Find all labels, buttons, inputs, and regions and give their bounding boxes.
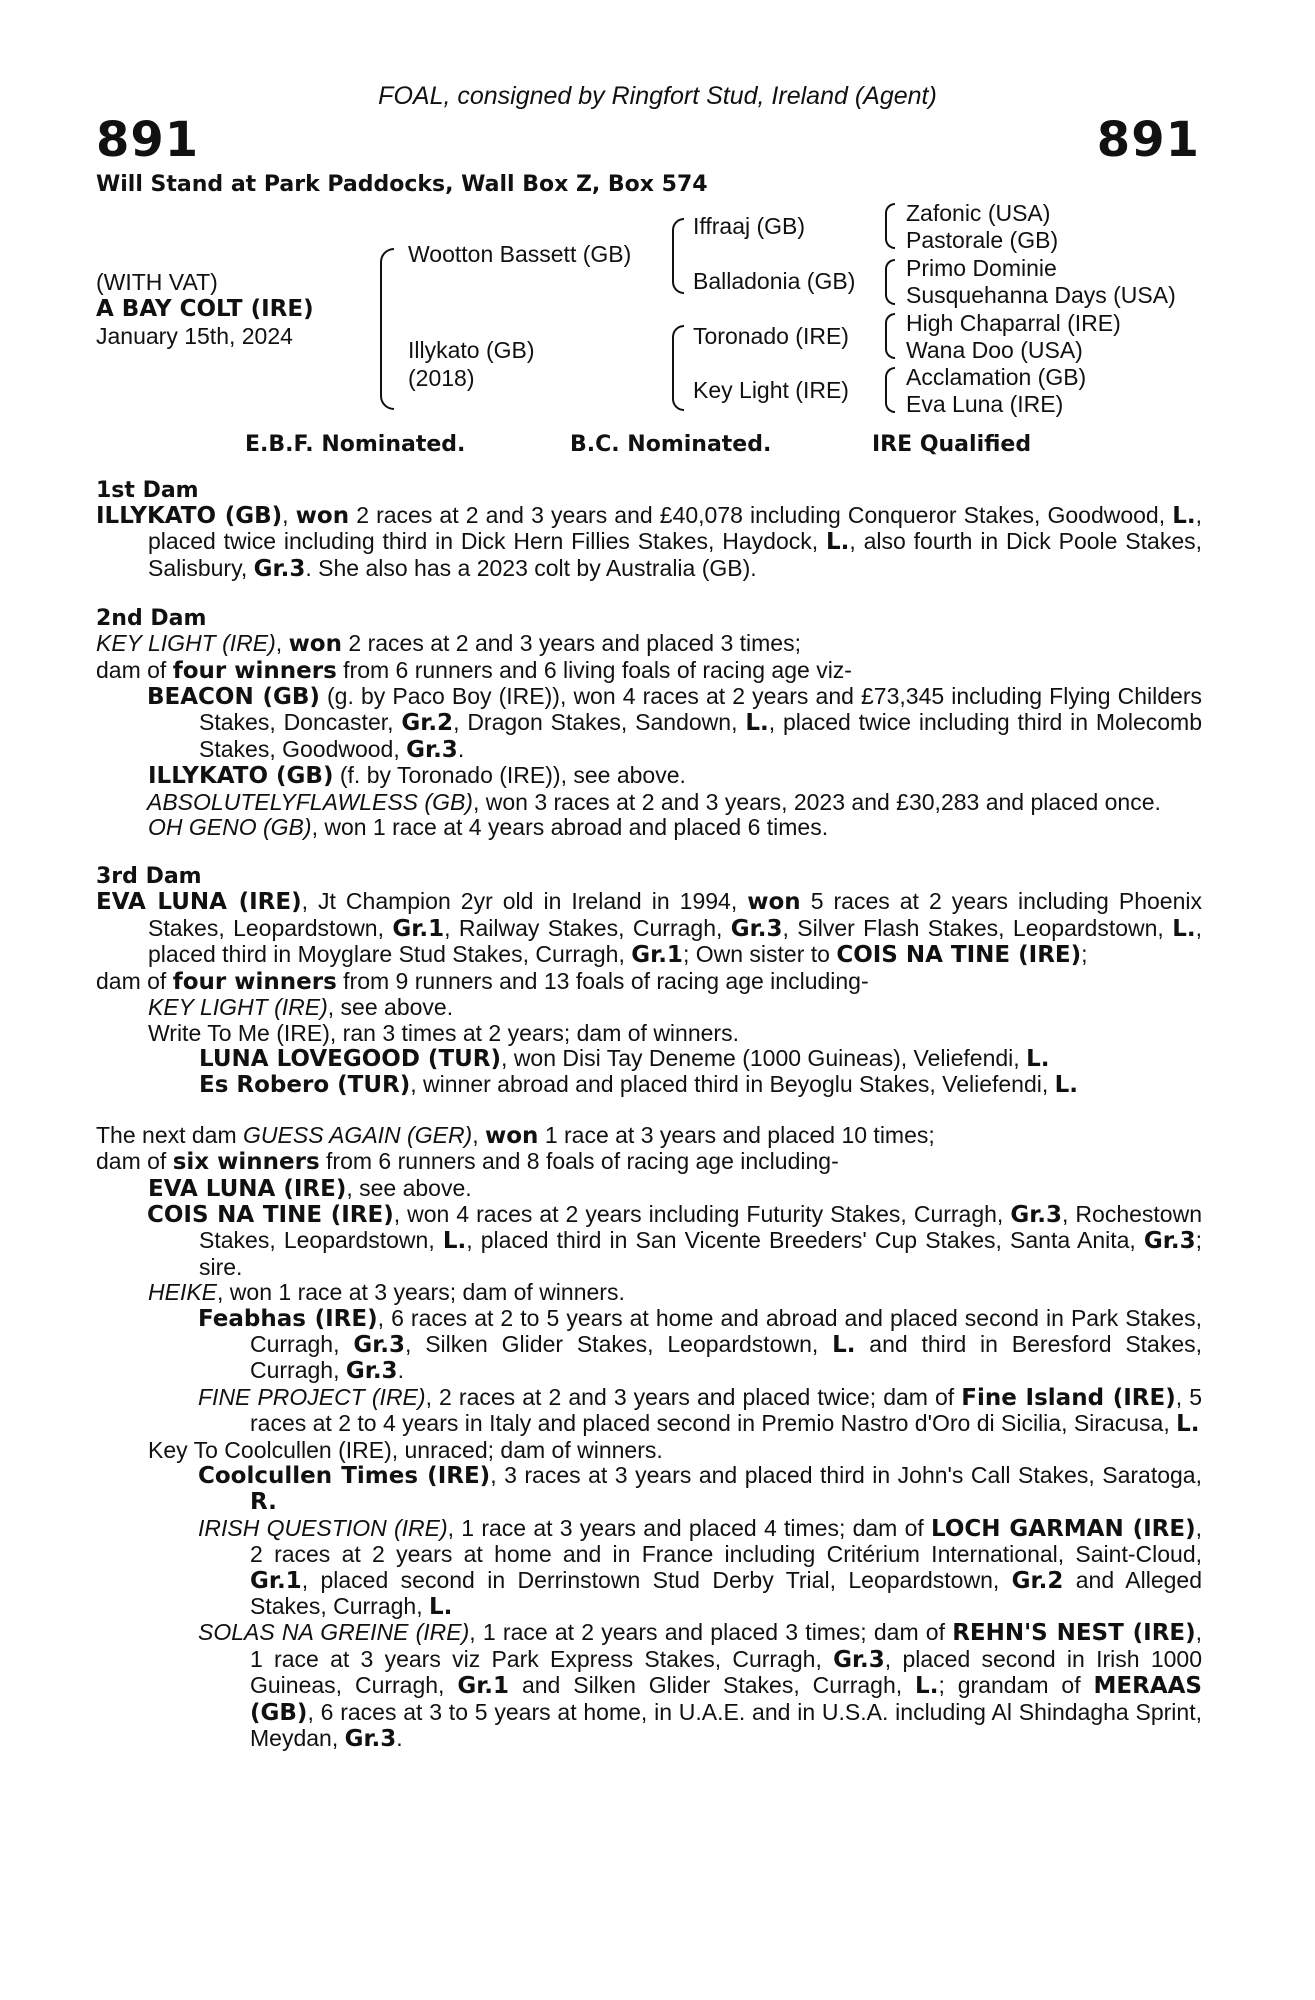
produce-absolutelyflawless: ABSOLUTELYFLAWLESS (GB), won 3 races at 2 and 3 years, 2023 and £30,283 and placed once. [147, 788, 1161, 815]
produce-cois-na-tine: COIS NA TINE (IRE), won 4 races at 2 years including Futurity Stakes, Curragh, Gr.3, Rochestown Stakes, Leopardstown, L., placed third in San Vicente Breeders' Cup Stakes, Santa Anita, Gr.3; sire. [147, 1200, 1202, 1280]
lot-number-left: 891 [96, 112, 200, 168]
produce-luna-lovegood: LUNA LOVEGOOD (TUR), won Disi Tay Deneme (1000 Guineas), Veliefendi, L. [199, 1044, 1050, 1072]
brace-main [380, 248, 394, 410]
g4: Susquehanna Days (USA) [906, 282, 1176, 308]
brace-g4 [885, 367, 895, 413]
produce-coolcullen-times: Coolcullen Times (IRE), 3 races at 3 years and placed third in John's Call Stakes, Saratoga, R. [198, 1462, 1202, 1516]
catalogue-body [96, 478, 1202, 1752]
dam-year: (2018) [408, 365, 475, 391]
sire-dam: Balladonia (GB) [693, 268, 856, 294]
produce-oh-geno: OH GENO (GB), won 1 race at 4 years abroad and placed 6 times. [148, 814, 829, 841]
dam-sire: Toronado (IRE) [693, 323, 849, 349]
consignor-line: FOAL, consigned by Ringfort Stud, Ireland (Agent) [378, 82, 937, 110]
brace-g2 [885, 259, 895, 305]
produce-feabhas: Feabhas (IRE), 6 races at 2 to 5 years at home and abroad and placed second in Park Stakes, Curragh, Gr.3, Silken Glider Stakes, Leopardstown, L. and third in Beresford Stakes, Curragh, Gr.3. [198, 1304, 1203, 1385]
g6: Wana Doo (USA) [906, 337, 1083, 363]
produce-irish-question: IRISH QUESTION (IRE), 1 race at 3 years and placed 4 times; dam of LOCH GARMAN (IRE), 2 races at 2 years at home and in France including Critérium International, Saint-Cloud, Gr.1, placed second in Derrinstown Stud Derby Trial, Leopardstown, Gr.2 and Alleged Stakes, Curragh, L. [198, 1514, 1202, 1621]
produce-illykato: ILLYKATO (GB) (f. by Toronado (IRE)), see above. [148, 762, 686, 790]
next-dam-produce: dam of six winners from 6 runners and 8 foals of racing age including- [96, 1148, 839, 1176]
horse-name: A BAY COLT (IRE) [96, 296, 314, 322]
brace-sire [672, 218, 684, 294]
produce-write-to-me: Write To Me (IRE), ran 3 times at 2 years; dam of winners. [148, 1019, 739, 1046]
brace-g1 [885, 203, 895, 249]
lot-number-right: 891 [1096, 112, 1200, 168]
stand-line: Will Stand at Park Paddocks, Wall Box Z, Box 574 [96, 172, 708, 197]
third-dam-title: 3rd Dam [96, 864, 202, 890]
produce-fine-project: FINE PROJECT (IRE), 2 races at 2 and 3 years and placed twice; dam of Fine Island (IRE), 5 races at 2 to 4 years in Italy and placed second in Premio Nastro d'Oro di Sicilia, Siracusa, L. [198, 1383, 1203, 1438]
produce-key-to-coolcullen: Key To Coolcullen (IRE), unraced; dam of winners. [148, 1436, 663, 1463]
produce-es-robero: Es Robero (TUR), winner abroad and placed third in Beyoglu Stakes, Veliefendi, L. [199, 1071, 1079, 1099]
first-dam-title: 1st Dam [96, 478, 199, 503]
produce-heike: HEIKE, won 1 race at 3 years; dam of winners. [148, 1279, 625, 1306]
produce-key-light: KEY LIGHT (IRE), see above. [148, 994, 454, 1021]
brace-dam [672, 325, 684, 411]
g1: Zafonic (USA) [906, 200, 1051, 226]
bc-nominated: B.C. Nominated. [570, 432, 772, 457]
dam-name: Illykato (GB) [408, 337, 535, 363]
brace-g3 [885, 313, 895, 359]
g3: Primo Dominie [906, 255, 1057, 281]
dam-dam: Key Light (IRE) [693, 377, 849, 403]
produce-beacon: BEACON (GB) (g. by Paco Boy (IRE)), won 4 races at 2 years and £73,345 including Flying Childers Stakes, Doncaster, Gr.2, Dragon Stakes, Sandown, L., placed twice including third in Molecomb Stakes, Goodwood, Gr.3. [147, 683, 1203, 763]
sire-name: Wootton Bassett (GB) [408, 241, 632, 267]
third-dam-produce: dam of four winners from 9 runners and 13 foals of racing age including- [96, 967, 869, 995]
second-dam-title: 2nd Dam [96, 606, 207, 632]
ebf-nominated: E.B.F. Nominated. [245, 432, 466, 457]
vat-label: (WITH VAT) [96, 269, 218, 295]
g7: Acclamation (GB) [906, 364, 1087, 390]
ire-qualified: IRE Qualified [872, 432, 1032, 457]
g2: Pastorale (GB) [906, 227, 1059, 253]
sire-sire: Iffraaj (GB) [693, 213, 806, 239]
g5: High Chaparral (IRE) [906, 310, 1121, 336]
next-dam-entry: The next dam GUESS AGAIN (GER), won 1 race at 3 years and placed 10 times; [96, 1121, 935, 1149]
third-dam-entry: EVA LUNA (IRE), Jt Champion 2yr old in Ireland in 1994, won 5 races at 2 years including Phoenix Stakes, Leopardstown, Gr.1, Railway Stakes, Curragh, Gr.3, Silver Flash Stakes, Leopardstown, L., placed third in Moyglare Stud Stakes, Curragh, Gr.1; Own sister to COIS NA TINE (IRE); [96, 888, 1202, 969]
second-dam-produce: dam of four winners from 6 runners and 6 living foals of racing age viz- [96, 656, 852, 684]
produce-solas-na-greine: SOLAS NA GREINE (IRE), 1 race at 2 years and placed 3 times; dam of REHN'S NEST (IRE), 1 race at 3 years viz Park Express Stakes, Curragh, Gr.3, placed second in Irish 1000 Guineas, Curragh, Gr.1 and Silken Glider Stakes, Curragh, L.; grandam of MERAAS (GB), 6 races at 3 to 5 years at home, in U.A.E. and in U.S.A. including Al Shindagha Sprint, Meydan, Gr.3. [198, 1619, 1203, 1753]
second-dam-entry: KEY LIGHT (IRE), won 2 races at 2 and 3 years and placed 3 times; [96, 630, 801, 658]
g8: Eva Luna (IRE) [906, 391, 1064, 417]
first-dam-entry: ILLYKATO (GB), won 2 races at 2 and 3 years and £40,078 including Conqueror Stakes, Goodwood, L., placed twice including third in Dick Hern Fillies Stakes, Haydock, L., also fourth in Dick Poole Stakes, Salisbury, Gr.3. She also has a 2023 colt by Australia (GB). [96, 502, 1203, 582]
date-of-birth: January 15th, 2024 [96, 323, 293, 349]
produce-eva-luna: EVA LUNA (IRE), see above. [148, 1174, 472, 1202]
